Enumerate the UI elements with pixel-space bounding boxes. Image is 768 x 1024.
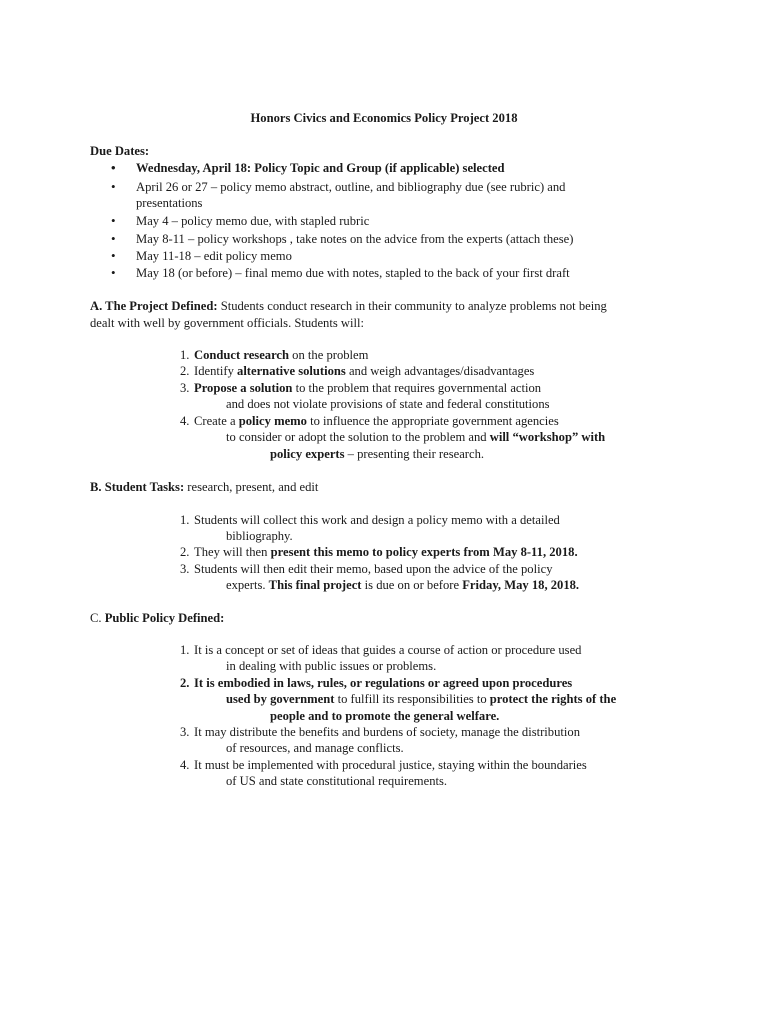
due-date-item: • May 8-11 – policy workshops , take notes on the advice from the experts (attach these)	[136, 231, 573, 248]
due-date-item: • Wednesday, April 18: Policy Topic and Group (if applicable) selected	[136, 160, 505, 177]
section-c-item: 3. It may distribute the benefits and burdens of society, manage the distribution	[180, 725, 580, 739]
section-b-item: 1. Students will collect this work and design a policy memo with a detailed	[180, 513, 560, 527]
due-date-item: • May 18 (or before) – final memo due with notes, stapled to the back of your first draft	[136, 265, 570, 282]
due-date-item: • May 11-18 – edit policy memo	[136, 248, 292, 265]
section-a-heading: A. The Project Defined:	[90, 299, 218, 313]
section-b-intro: B. Student Tasks: research, present, and edit	[90, 480, 319, 494]
section-a-item: 3. Propose a solution to the problem that requires governmental action	[180, 381, 542, 395]
section-c-item-cont: of resources, and manage conflicts.	[226, 741, 404, 755]
due-dates-heading: Due Dates:	[90, 144, 150, 158]
section-c-item: 4. It must be implemented with procedural justice, staying within the boundaries	[180, 758, 587, 772]
section-a-intro-cont: dealt with well by government officials. Students will:	[90, 316, 364, 330]
section-b-item: 3. Students will then edit their memo, based upon the advice of the policy	[180, 562, 553, 576]
section-c-heading-line: C. Public Policy Defined:	[90, 611, 225, 625]
due-date-item-cont: presentations	[136, 196, 203, 210]
section-b-item-cont: experts. This final project is due on or before Friday, May 18, 2018.	[226, 578, 580, 592]
section-c-item: 2. It is embodied in laws, rules, or regulations or agreed upon procedures	[180, 676, 573, 690]
section-c-heading: Public Policy Defined:	[104, 611, 225, 625]
section-a-item-cont: policy experts – presenting their research.	[270, 447, 485, 461]
section-b-item: 2. They will then present this memo to policy experts from May 8-11, 2018.	[180, 545, 578, 559]
section-a-item: 4. Create a policy memo to influence the appropriate government agencies	[180, 414, 559, 428]
section-b-heading: B. Student Tasks:	[90, 480, 185, 494]
section-a-intro-text: Students conduct research in their community to analyze problems not being	[217, 299, 607, 313]
section-c-item-cont: used by government to fulfill its responsibilities to protect the rights of the	[226, 692, 617, 706]
section-a-item-cont: and does not violate provisions of state and federal constitutions	[226, 397, 550, 411]
section-b-item-cont: bibliography.	[226, 529, 293, 543]
section-a-intro	[90, 298, 607, 315]
section-c-item-cont: in dealing with public issues or problems.	[226, 659, 437, 673]
section-a-item: 1. Conduct research on the problem	[180, 348, 369, 362]
section-c-item-cont: people and to promote the general welfare.	[270, 709, 500, 723]
section-c-item: 1. It is a concept or set of ideas that guides a course of action or procedure used	[180, 643, 582, 657]
section-a-item-cont: to consider or adopt the solution to the problem and will “workshop” with	[226, 430, 606, 444]
section-a-item: 2. Identify alternative solutions and weigh advantages/disadvantages	[180, 364, 535, 378]
due-date-item: • April 26 or 27 – policy memo abstract, outline, and bibliography due (see rubric) and	[136, 179, 565, 196]
section-c-item-cont: of US and state constitutional requirements.	[226, 774, 448, 788]
document-title: Honors Civics and Economics Policy Project 2018	[250, 111, 518, 125]
due-date-item: • May 4 – policy memo due, with stapled rubric	[136, 213, 369, 230]
